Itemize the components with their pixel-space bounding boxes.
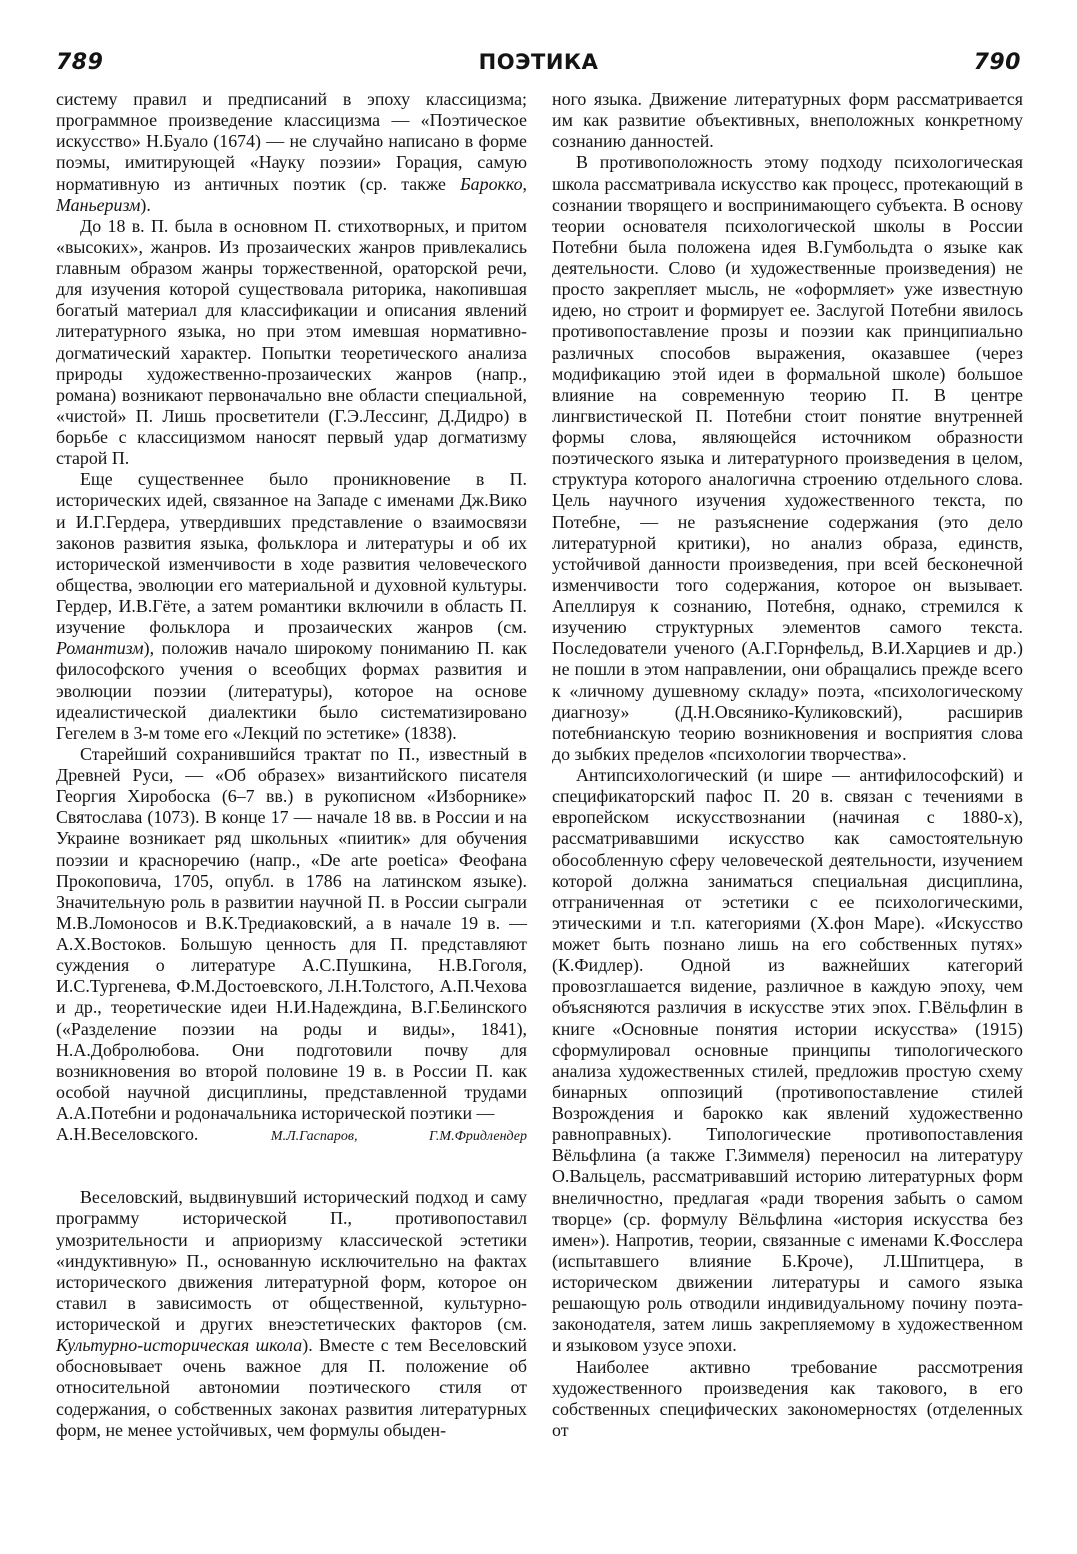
paragraph: До 18 в. П. была в основном П. стихотворных, и притом «высоких», жанров. Из прозаических жанров привлекались главным образом жанры торжественной, ораторской речи, для изучения которой существовала риторика, накопившая богатый материал для классификации и описания явлений литературного языка, но при этом имевшая нормативно-догматический характер. Попытки теоретического анализа природы художественно-прозаических жанров (напр., романа) возникают первоначально вне области специальной, «чистой» П. Лишь просветители (Г.Э.Лессинг, Д.Дидро) в борьбе с классицизмом наносят первый удар догматизму старой П.	[56, 215, 527, 469]
signature-line: А.Н.Веселовского. М.Л.Гаспаров, Г.М.Фридлендер	[56, 1124, 527, 1145]
cross-reference: Барокко	[460, 173, 523, 194]
paragraph: Наиболее активно требование рассмотрения художественного произведения как такового, в его собственных специфических закономерностях (отделенных от	[552, 1356, 1023, 1440]
cross-reference: Культурно-историческая школа	[56, 1335, 303, 1356]
paragraph: Старейший сохранившийся трактат по П., известный в Древней Руси, — «Об образех» византийского писателя Георгия Хиробоска (6–7 вв.) в рукописном «Изборнике» Святослава (1073). В конце 17 — начале 18 вв. в России и на Украине возникает ряд школьных «пиитик» для обучения поэзии и красноречию (напр., «De arte poetica» Феофана Прокоповича, 1705, опубл. в 1786 на латинском языке). Значительную роль в развитии научной П. в России сыграли М.В.Ломоносов и В.К.Тредиаковский, а в начале 19 в. — А.Х.Востоков. Большую ценность для П. представляют суждения о литературе А.С.Пушкина, Н.В.Гоголя, И.С.Тургенева, Ф.М.Достоевского, Л.Н.Толстого, А.П.Чехова и др., теоретические идеи Н.И.Надеждина, В.Г.Белинского («Разделение поэзии на роды и виды», 1841), Н.А.Добролюбова. Они подготовили почву для возникновения во второй половине 19 в. в России П. как особой научной дисциплины, представленной трудами А.А.Потебни и родоначальника исторической поэтики —	[56, 743, 527, 1123]
cross-reference: Романтизм	[56, 638, 144, 659]
running-title: ПОЭТИКА	[478, 50, 599, 74]
paragraph: ного языка. Движение литературных форм рассматривается им как развитие объективных, внеположных конкретному сознанию данностей.	[552, 89, 1023, 152]
paragraph: Антипсихологический (и шире — антифилософский) и спецификаторский пафос П. 20 в. связан с течениями в европейском искусствознании (начиная с 1880-х), рассматривавшими искусство как самостоятельную обособленную сферу человеческой деятельности, изучением которой должна заниматься специальная дисциплина, отграниченная от эстетики с ее психологическими, этическими и т.п. категориями (Х.фон Маре). «Искусство может быть познано лишь на его собственных путях» (К.Фидлер). Одной из важнейших категорий провозглашается видение, различное в каждую эпоху, чем объясняются различия в искусстве этих эпох. Г.Вёльфлин в книге «Основные понятия истории искусства» (1915) сформулировал основные принципы типологического анализа художественных стилей, предложив простую схему бинарных оппозиций (противопоставление стилей Возрождения и барокко как явлений художественно равноправных). Типологические противопоставления Вёльфлина (а также Г.Зиммеля) переносил на литературу О.Вальцель, рассматривавший историю литературных форм внеличностно, предлагая «ради творения забыть о самом творце» (ср. формулу Вёльфлина «история искусства без имен»). Напротив, теории, связанные с именами К.Фосслера (испытавшего влияние Б.Кроче), Л.Шпитцера, в историческом движении литературы и самого языка решающую роль отводили индивидуальному почину поэта-законодателя, затем лишь закрепляемому в художественном и языковом узусе эпохи.	[552, 765, 1023, 1356]
paragraph: систему правил и предписаний в эпоху классицизма; программное произведение классицизма — «Поэтическое искусство» Н.Буало (1674) — не случайно написано в форме поэмы, имитирующей «Науку поэзии» Горация, самую нормативную из античных поэтик (ср. также Барокко, Маньеризм).	[56, 89, 527, 215]
cross-reference: Маньеризм	[56, 194, 141, 215]
article-authors: М.Л.Гаспаров, Г.М.Фридлендер	[270, 1129, 527, 1145]
right-column	[552, 89, 1023, 1441]
page-number-left: 789	[56, 50, 104, 75]
paragraph: Еще существеннее было проникновение в П. исторических идей, связанное на Западе с именами Дж.Вико и И.Г.Гердера, утвердивших представление о взаимосвязи законов развития языка, фольклора и литературы и об их исторической изменчивости в ходе развития человеческого общества, эволюции его материальной и духовной культуры. Гердер, И.В.Гёте, а затем романтики включили в область П. изучение фольклора и прозаических жанров (см. Романтизм), положив начало широкому пониманию П. как философского учения о всеобщих формах развития и эволюции поэзии (литературы), которое на основе идеалистической диалектики было систематизировано Гегелем в 3-м томе его «Лекций по эстетике» (1838).	[56, 469, 527, 743]
paragraph: Веселовский, выдвинувший исторический подход и саму программу исторической П., противопоставил умозрительности и априоризму классической эстетики «индуктивную» П., основанную исключительно на фактах исторического движения литературной форм, которое он ставил в зависимость от общественной, культурно-исторической и других внеэстетических факторов (см. Культурно-историческая школа). Вместе с тем Веселовский обосновывает очень важное для П. положение об относительной автономии поэтического стиля от содержания, о собственных законах развития литературных форм, не менее устойчивых, чем формулы обыден-	[56, 1187, 527, 1440]
page-number-right: 790	[973, 50, 1021, 75]
left-column	[56, 89, 527, 1441]
paragraph: В противоположность этому подходу психологическая школа рассматривала искусство как процесс, протекающий в сознании творящего и воспринимающего субъекта. В основу теории основателя психологической школы в России Потебни была положена идея В.Гумбольдта о языке как деятельности. Слово (и художественные произведения) не просто закрепляет мысль, не «оформляет» уже известную идею, но строит и формирует ее. Заслугой Потебни явилось противопоставление прозы и поэзии как принципиально различных способов выражения, оказавшее (через модификацию этой идеи в формальной школе) большое влияние на современную теорию П. В центре лингвистической П. Потебни стоит понятие внутренней формы слова, являющейся источником образности поэтического языка и литературного произведения в целом, структура которого аналогична строению отдельного слова. Цель научного изучения художественного текста, по Потебне, — не разъяснение содержания (это дело литературной критики), но анализ образа, единств, устойчивой данности произведения, при всей бесконечной изменчивости того содержания, которое он вызывает. Апеллируя к сознанию, Потебня, однако, стремился к изучению структурных элементов самого текста. Последователи ученого (А.Г.Горнфельд, В.И.Харциев и др.) не пошли в этом направлении, они обращались прежде всего к «личному душевному складу» поэта, «психологическому диагнозу» (Д.Н.Овсянико-Куликовский), расширив потебнианскую теорию возникновения и восприятия слова до зыбких пределов «психологии творчества».	[552, 152, 1023, 764]
